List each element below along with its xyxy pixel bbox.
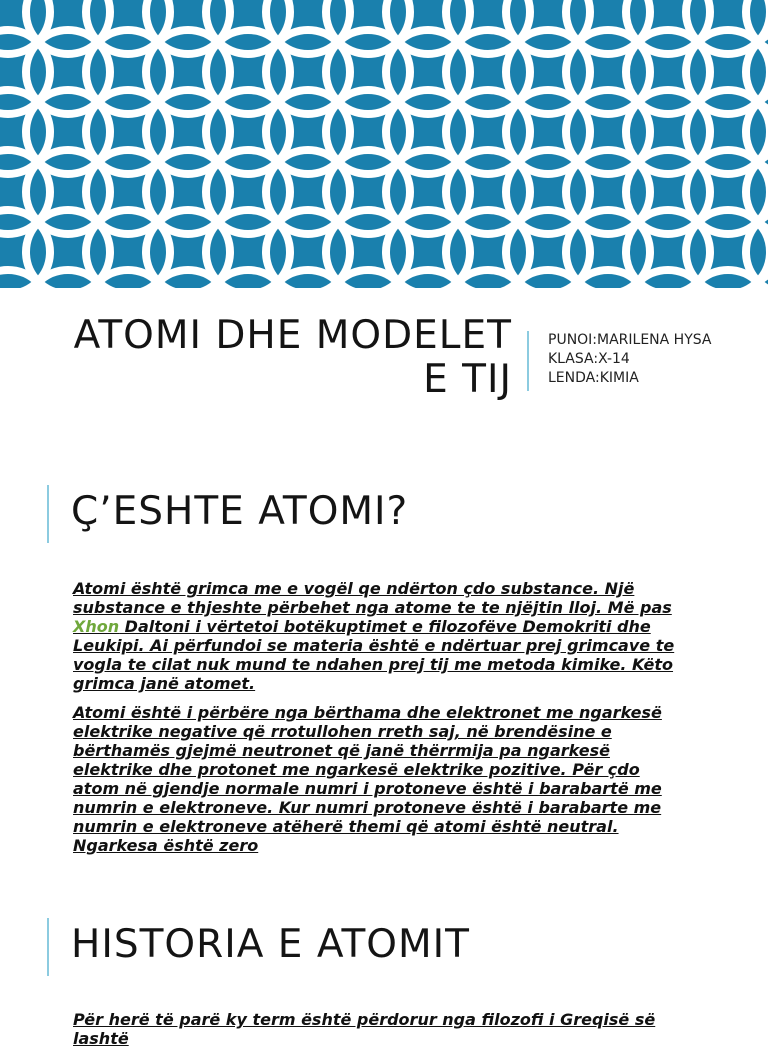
title-line-1: ATOMI DHE MODELET <box>73 313 512 358</box>
author-info <box>548 331 712 388</box>
xhon-link[interactable]: Xhon <box>73 617 120 636</box>
section-body <box>73 579 677 865</box>
section-body <box>73 1010 677 1058</box>
history-slide <box>0 888 768 1048</box>
paragraph-1: Për herë të parë ky term është përdorur nga filozofi i Greqisë së lashtë <box>73 1010 656 1048</box>
class-line: KLASA:X-14 <box>548 351 630 367</box>
paragraph-1-end: Daltoni i vërtetoi botëkuptimet e filozofëve Demokriti dhe Leukipi. Ai përfundoi se materia është e ndërtuar prej grimcave te vogla te cilat nuk mund te ndahen prej tij me metoda kimike. Këto grimca janë atomet. <box>73 617 675 693</box>
title-slide <box>0 0 768 440</box>
author-line: PUNOI:MARILENA HYSA <box>548 332 712 348</box>
what-is-atom-slide <box>0 455 768 865</box>
section-heading: Ç’ESHTE ATOMI? <box>71 489 409 534</box>
section-accent-bar <box>47 485 49 543</box>
paragraph-1-start: Atomi është grimca me e vogël qe ndërton çdo substance. Një substance e thjeshte përbehet nga atome te te njëjtin lloj. Më pas <box>73 579 672 617</box>
subject-line: LENDA:KIMIA <box>548 370 639 386</box>
paragraph-1 <box>73 579 677 693</box>
presentation-title <box>40 314 512 402</box>
title-line-2: E TIJ <box>423 357 512 402</box>
title-divider <box>527 331 529 391</box>
decorative-ring-pattern <box>0 0 768 288</box>
section-accent-bar <box>47 918 49 976</box>
paragraph-2: Atomi është i përbëre nga bërthama dhe elektronet me ngarkesë elektrike negative që rrotullohen rreth saj, në brendësine e bërthamës gjejmë neutronet që janë thërrmija pa ngarkesë elektrike dhe protonet me ngarkesë elektrike pozitive. Për çdo atom në gjendje normale numri i protoneve është i barabartë me numrin e elektroneve. Kur numri protoneve është i barabarte me numrin e elektroneve atëherë themi që atomi është neutral. Ngarkesa është zero <box>73 703 662 855</box>
section-heading: HISTORIA E ATOMIT <box>71 922 470 967</box>
